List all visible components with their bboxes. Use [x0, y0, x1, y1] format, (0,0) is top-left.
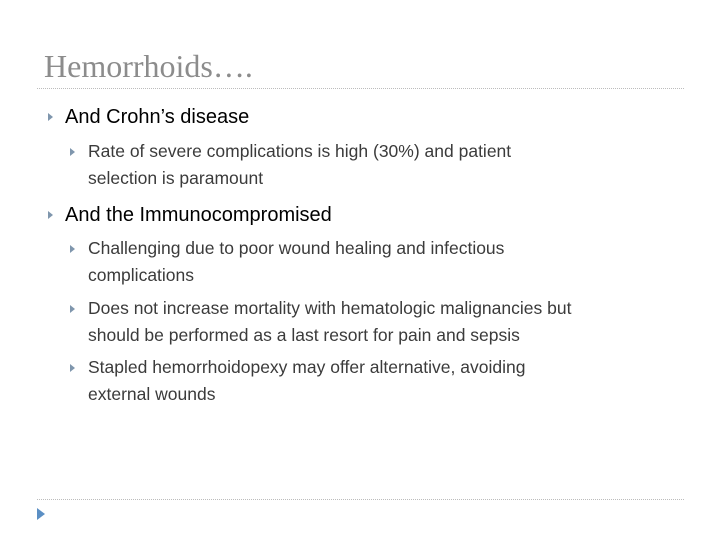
- slide-title: Hemorrhoids….: [44, 48, 253, 84]
- triangle-bullet-icon: [70, 364, 75, 372]
- text-line: should be performed as a last resort for pain and sepsis: [88, 325, 520, 345]
- triangle-bullet-icon: [70, 245, 75, 253]
- text-line: Does not increase mortality with hematologic malignancies but: [88, 298, 572, 318]
- text-line: complications: [88, 265, 195, 285]
- triangle-bullet-icon: [70, 148, 75, 156]
- bullet-immunocompromised: And the Immunocompromised: [65, 204, 332, 226]
- footer-divider: [37, 499, 684, 500]
- triangle-bullet-icon: [48, 113, 53, 121]
- next-slide-arrow-icon[interactable]: [37, 508, 45, 520]
- sub-bullet-stapled-hemorrhoidopexy: [88, 354, 688, 408]
- triangle-bullet-icon: [48, 211, 53, 219]
- triangle-bullet-icon: [70, 305, 75, 313]
- sub-bullet-wound-healing: [88, 235, 688, 289]
- sub-bullet-complications-rate: [88, 138, 688, 192]
- sub-bullet-mortality: [88, 295, 688, 349]
- text-line: selection is paramount: [88, 168, 264, 188]
- bullet-crohns: And Crohn’s disease: [65, 106, 250, 128]
- text-line: Challenging due to poor wound healing and infectious: [88, 238, 505, 258]
- text-line: Stapled hemorrhoidopexy may offer alternative, avoiding: [88, 357, 526, 377]
- text-line: external wounds: [88, 384, 216, 404]
- text-line: Rate of severe complications is high (30%) and patient: [88, 141, 512, 161]
